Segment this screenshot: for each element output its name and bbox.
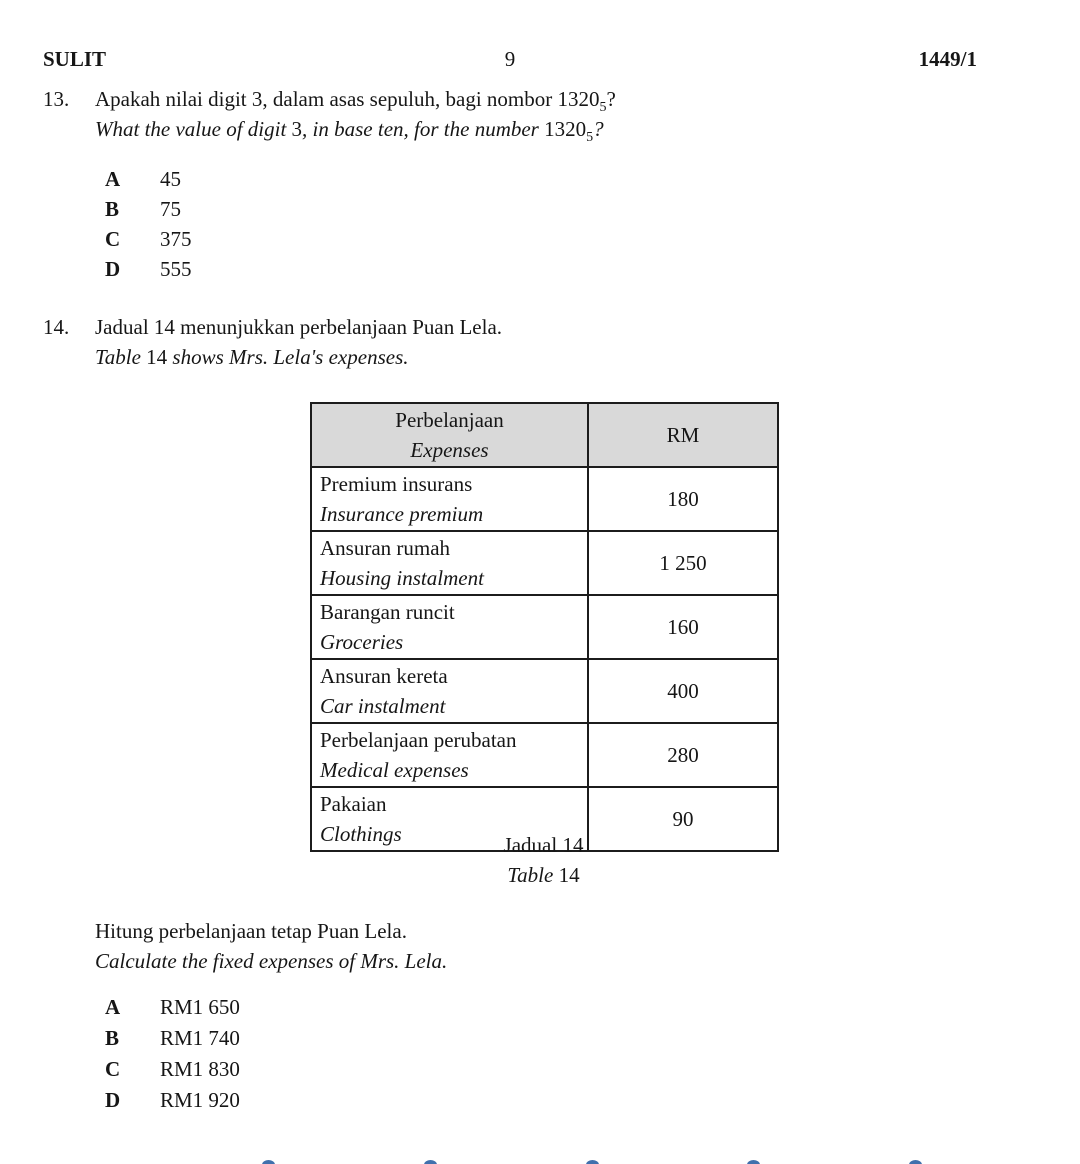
option-value: RM1 920 xyxy=(160,1088,240,1112)
question-13-number: 13. xyxy=(43,87,70,111)
table-row xyxy=(311,531,778,595)
option-value: RM1 830 xyxy=(160,1057,240,1081)
question-14-intro-ms: Jadual 14 menunjukkan perbelanjaan Puan Lela. xyxy=(95,315,503,339)
paper-code: 1449/1 xyxy=(918,47,977,71)
amount-cell: 160 xyxy=(588,595,778,659)
amount-header-cell: RM xyxy=(588,403,778,467)
question-14-options xyxy=(105,992,240,1116)
table-row xyxy=(311,723,778,787)
amount-cell: 280 xyxy=(588,723,778,787)
question-14-intro-en: Table 14 shows Mrs. Lela's expenses. xyxy=(95,345,409,369)
table-caption-ms: Jadual 14 xyxy=(503,833,584,857)
option-row xyxy=(105,224,192,254)
page-number: 9 xyxy=(504,47,516,71)
option-letter: C xyxy=(105,227,121,251)
base-subscript: 5 xyxy=(586,130,594,146)
page-edge-dot xyxy=(747,1160,760,1164)
question-14-task-ms: Hitung perbelanjaan tetap Puan Lela. xyxy=(95,919,407,943)
page-edge-dot xyxy=(262,1160,275,1164)
question-13-text-en: What the value of digit 3, in base ten, for the number $1320_5$? xyxy=(95,117,604,146)
table-row xyxy=(311,595,778,659)
question-14-task xyxy=(95,916,447,976)
expense-name-cell: Barangan runcit Groceries xyxy=(311,595,588,659)
option-letter: B xyxy=(105,1026,120,1050)
option-value: RM1 650 xyxy=(160,995,240,1019)
option-value: 555 xyxy=(160,257,192,281)
option-letter: B xyxy=(105,197,120,221)
table-row xyxy=(311,467,778,531)
expense-name-cell: Pakaian Clothings xyxy=(311,787,588,851)
base-subscript: 5 xyxy=(599,100,607,116)
page-edge-dot xyxy=(586,1160,599,1164)
table-caption-en: Table 14 xyxy=(507,863,580,887)
option-row xyxy=(105,164,192,194)
question-14-number: 14. xyxy=(43,315,70,339)
option-row xyxy=(105,1054,240,1085)
option-row xyxy=(105,194,192,224)
option-value: RM1 740 xyxy=(160,1026,240,1050)
table-header-row xyxy=(311,403,778,467)
question-14-task-en: Calculate the fixed expenses of Mrs. Lela. xyxy=(95,949,448,973)
option-letter: A xyxy=(105,995,121,1019)
option-row xyxy=(105,1085,240,1116)
amount-cell: 400 xyxy=(588,659,778,723)
page-edge-dot xyxy=(909,1160,922,1164)
question-13 xyxy=(43,84,616,144)
option-letter: D xyxy=(105,257,121,281)
confidential-label: SULIT xyxy=(43,47,107,71)
expense-name-cell: Premium insurans Insurance premium xyxy=(311,467,588,531)
amount-cell: 1 250 xyxy=(588,531,778,595)
page-header xyxy=(43,44,977,74)
expense-name-cell: Ansuran kereta Car instalment xyxy=(311,659,588,723)
option-row xyxy=(105,254,192,284)
expenses-table xyxy=(310,402,779,852)
expense-name-cell: Perbelanjaan perubatan Medical expenses xyxy=(311,723,588,787)
table-row xyxy=(311,659,778,723)
option-row xyxy=(105,992,240,1023)
question-13-text-ms: Apakah nilai digit 3, dalam asas sepuluh, bagi nombor $1320_5$? xyxy=(95,87,616,116)
option-row xyxy=(105,1023,240,1054)
option-value: 75 xyxy=(160,197,181,221)
option-letter: C xyxy=(105,1057,121,1081)
option-value: 45 xyxy=(160,167,181,191)
option-letter: D xyxy=(105,1088,121,1112)
expenses-header-cell: Perbelanjaan Expenses xyxy=(311,403,588,467)
question-13-options xyxy=(105,164,192,284)
option-letter: A xyxy=(105,167,121,191)
expense-name-cell: Ansuran rumah Housing instalment xyxy=(311,531,588,595)
page-edge-dot xyxy=(424,1160,437,1164)
question-14 xyxy=(43,312,502,372)
amount-cell: 90 xyxy=(588,787,778,851)
table-caption xyxy=(310,830,777,890)
option-value: 375 xyxy=(160,227,192,251)
amount-cell: 180 xyxy=(588,467,778,531)
